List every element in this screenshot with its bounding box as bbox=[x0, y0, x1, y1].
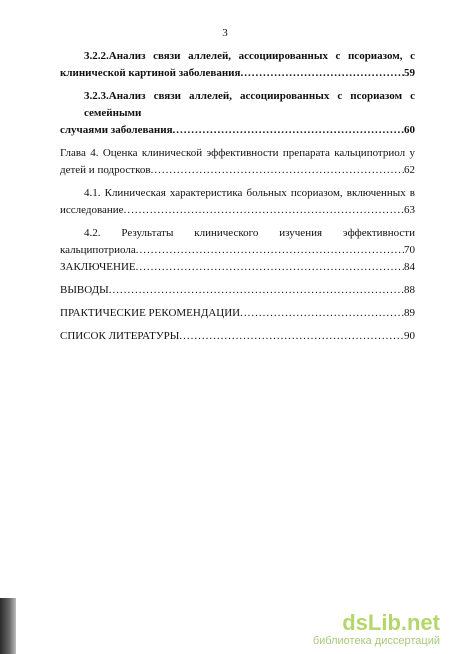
toc-entry-title: исследование bbox=[60, 204, 124, 216]
toc-entry-heading: Глава 4. Оценка клинической эффективности препарата кальципотриол у bbox=[60, 147, 415, 159]
toc-entry-4-2 bbox=[60, 225, 415, 259]
toc-entry-heading: 4.1. Клиническая характеристика больных псориазом, включенных в bbox=[84, 187, 415, 199]
toc-entry-heading: 3.2.2.Анализ связи аллелей, ассоциированных с псориазом, с bbox=[84, 50, 415, 62]
toc-entry-leader-line bbox=[60, 282, 415, 299]
toc-entry-title: клинической картиной заболевания bbox=[60, 67, 241, 79]
dot-leader bbox=[179, 328, 404, 345]
toc-entry-title: детей и подростков bbox=[60, 164, 151, 176]
toc-entry-findings bbox=[60, 282, 415, 299]
toc-page-number: 70 bbox=[404, 244, 415, 256]
toc-entry-leader-line bbox=[60, 122, 415, 139]
toc-entry-title: ПРАКТИЧЕСКИЕ РЕКОМЕНДАЦИИ bbox=[60, 307, 241, 319]
table-of-contents bbox=[60, 42, 415, 345]
toc-entry-title: СПИСОК ЛИТЕРАТУРЫ bbox=[60, 330, 180, 342]
toc-entry-4-1 bbox=[60, 185, 415, 219]
toc-page-number: 62 bbox=[404, 164, 415, 176]
toc-entry-title: кальципотриола bbox=[60, 244, 136, 256]
dot-leader bbox=[240, 65, 404, 82]
toc-entry-leader-line bbox=[60, 162, 415, 179]
toc-entry-heading: 4.2. Результаты клинического изучения эффективности bbox=[84, 227, 415, 239]
toc-entry-3-2-3 bbox=[60, 88, 415, 139]
toc-entry-title: случаями заболевания bbox=[60, 124, 173, 136]
scan-edge-shadow bbox=[0, 598, 16, 654]
toc-entry-leader-line bbox=[60, 305, 415, 322]
toc-page-number: 59 bbox=[404, 67, 415, 79]
toc-entry-leader-line bbox=[60, 259, 415, 276]
dot-leader bbox=[136, 259, 404, 276]
toc-entry-title: ЗАКЛЮЧЕНИЕ bbox=[60, 261, 136, 273]
dot-leader bbox=[240, 305, 404, 322]
toc-page-number: 89 bbox=[404, 307, 415, 319]
watermark bbox=[313, 611, 440, 648]
dot-leader bbox=[136, 242, 404, 259]
dot-leader bbox=[151, 162, 404, 179]
toc-entry-heading: 3.2.3.Анализ связи аллелей, ассоциированных с псориазом с семейными bbox=[84, 90, 415, 119]
toc-page-number: 60 bbox=[404, 124, 415, 136]
watermark-logo: dsLib.net bbox=[342, 610, 440, 635]
page-number: 3 bbox=[222, 27, 228, 39]
toc-entry-chapter-4 bbox=[60, 145, 415, 179]
toc-entry-leader-line bbox=[60, 328, 415, 345]
toc-page-number: 84 bbox=[404, 261, 415, 273]
dot-leader bbox=[173, 122, 404, 139]
toc-entry-3-2-2 bbox=[60, 48, 415, 82]
toc-entry-conclusion bbox=[60, 259, 415, 276]
toc-page-number: 63 bbox=[404, 204, 415, 216]
toc-page-number: 90 bbox=[404, 330, 415, 342]
dot-leader bbox=[109, 282, 404, 299]
watermark-subtitle: библиотека диссертаций bbox=[312, 635, 440, 647]
toc-entry-leader-line bbox=[60, 65, 415, 82]
toc-entry-leader-line bbox=[60, 242, 415, 259]
toc-entry-references bbox=[60, 328, 415, 345]
toc-page-number: 88 bbox=[404, 284, 415, 296]
toc-entry-leader-line bbox=[60, 202, 415, 219]
toc-entry-title: ВЫВОДЫ bbox=[60, 284, 109, 296]
dot-leader bbox=[124, 202, 404, 219]
toc-entry-recommendations bbox=[60, 305, 415, 322]
